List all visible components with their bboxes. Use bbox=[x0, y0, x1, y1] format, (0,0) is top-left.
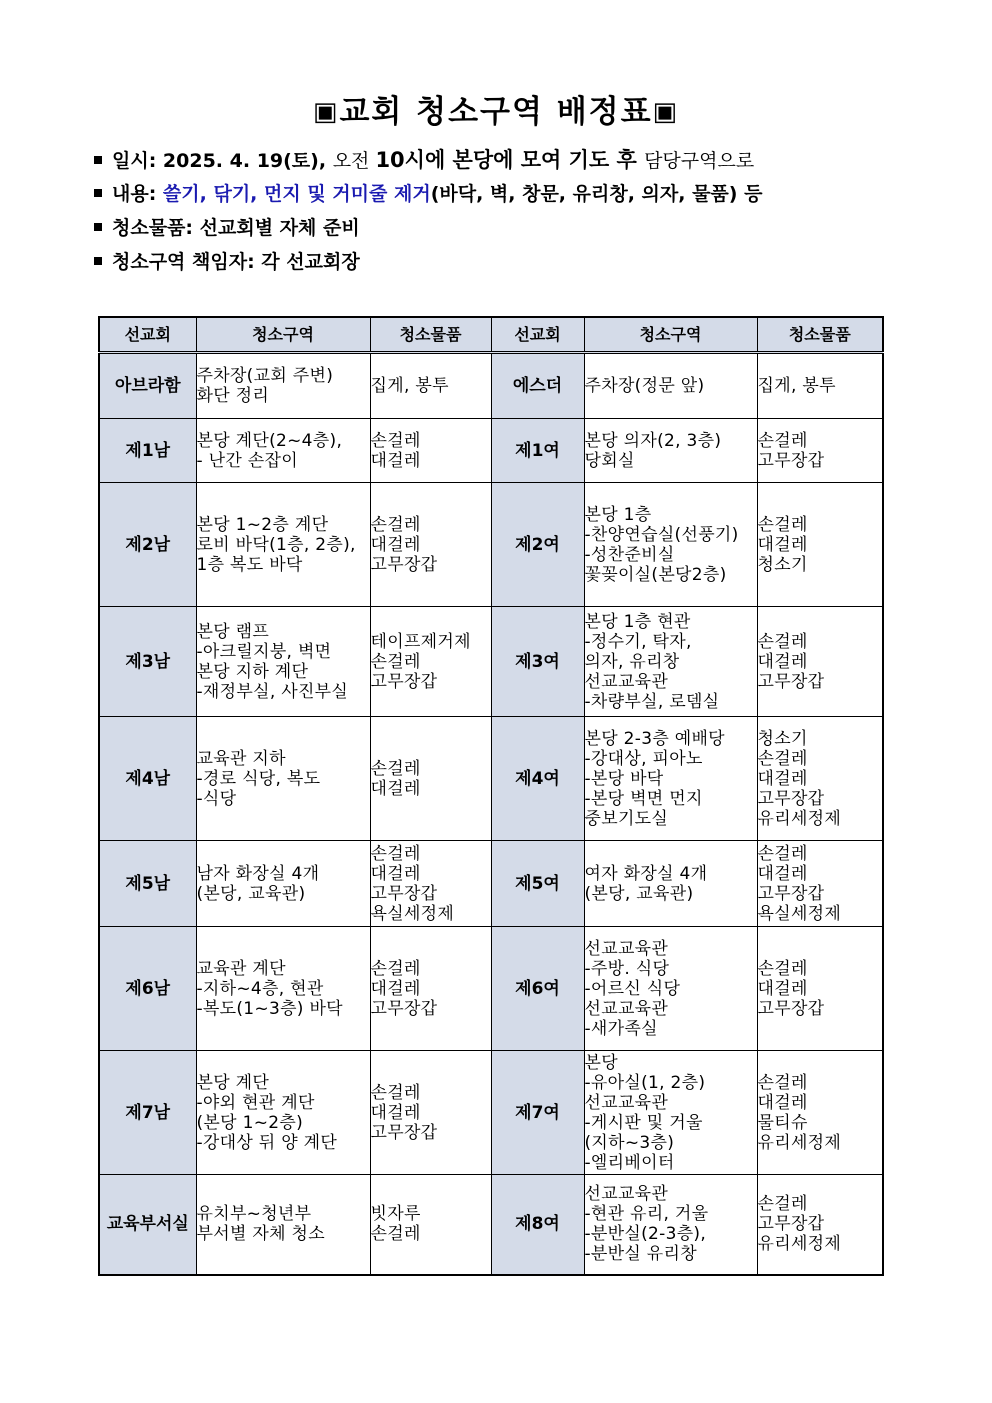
table-row bbox=[99, 419, 883, 483]
supplies-cell: 손걸레 대걸레 고무장갑 bbox=[370, 483, 491, 607]
page-title bbox=[0, 86, 992, 131]
bullet-square-icon bbox=[94, 189, 102, 197]
table-row bbox=[99, 717, 883, 841]
area-cell: 본당 계단(2~4층), - 난간 손잡이 bbox=[196, 419, 370, 483]
group-cell: 아브라함 bbox=[99, 353, 196, 419]
group-cell: 제1남 bbox=[99, 419, 196, 483]
bullet-square-icon bbox=[94, 223, 102, 231]
supplies-cell: 손걸레 대걸레 물티슈 유리세정제 bbox=[757, 1051, 883, 1175]
area-cell: 본당 -유아실(1, 2층) 선교교육관 -게시판 및 거울 (지하~3층) -엘리베이터 bbox=[584, 1051, 757, 1175]
header-group: 선교회 bbox=[491, 317, 584, 353]
table-row bbox=[99, 1175, 883, 1275]
table-row bbox=[99, 607, 883, 717]
area-cell: 본당 2-3층 예배당 -강대상, 피아노 -본당 바닥 -본당 벽면 먼지 중보기도실 bbox=[584, 717, 757, 841]
info-manager: 청소구역 책임자: 각 선교회장 bbox=[92, 245, 952, 279]
area-cell: 남자 화장실 4개 (본당, 교육관) bbox=[196, 841, 370, 927]
header-supplies: 청소물품 bbox=[370, 317, 491, 353]
supplies-cell: 테이프제거제 손걸레 고무장갑 bbox=[370, 607, 491, 717]
supplies-cell: 손걸레 고무장갑 유리세정제 bbox=[757, 1175, 883, 1275]
group-cell: 제8여 bbox=[491, 1175, 584, 1275]
group-cell: 제3남 bbox=[99, 607, 196, 717]
header-group: 선교회 bbox=[99, 317, 196, 353]
info-supplies: 청소물품: 선교회별 자체 준비 bbox=[92, 211, 952, 245]
area-cell: 본당 계단 -야외 현관 계단 (본당 1~2층) -강대상 뒤 양 계단 bbox=[196, 1051, 370, 1175]
group-cell: 제6남 bbox=[99, 927, 196, 1051]
area-cell: 본당 1층 현관 -정수기, 탁자, 의자, 유리창 선교교육관 -차량부실, 로뎀실 bbox=[584, 607, 757, 717]
supplies-cell: 손걸레 대걸레 bbox=[370, 717, 491, 841]
title-symbol-left: ▣ bbox=[312, 97, 340, 127]
header-area: 청소구역 bbox=[584, 317, 757, 353]
group-cell: 제2여 bbox=[491, 483, 584, 607]
info-date: 일시: 2025. 4. 19(토), 오전 10시에 본당에 모여 기도 후 담당구역으로 bbox=[92, 143, 952, 177]
supplies-cell: 집게, 봉투 bbox=[370, 353, 491, 419]
area-cell: 유치부~청년부 부서별 자체 청소 bbox=[196, 1175, 370, 1275]
table-row bbox=[99, 1051, 883, 1175]
bullet-square-icon bbox=[94, 257, 102, 265]
table-row bbox=[99, 483, 883, 607]
supplies-cell: 집게, 봉투 bbox=[757, 353, 883, 419]
header-area: 청소구역 bbox=[196, 317, 370, 353]
group-cell: 제4남 bbox=[99, 717, 196, 841]
group-cell: 에스더 bbox=[491, 353, 584, 419]
area-cell: 본당 1층 -찬양연습실(선풍기) -성찬준비실 꽃꽂이실(본당2층) bbox=[584, 483, 757, 607]
supplies-cell: 손걸레 대걸레 고무장갑 욕실세정제 bbox=[370, 841, 491, 927]
area-cell: 여자 화장실 4개 (본당, 교육관) bbox=[584, 841, 757, 927]
group-cell: 제7여 bbox=[491, 1051, 584, 1175]
group-cell: 제7남 bbox=[99, 1051, 196, 1175]
supplies-cell: 손걸레 대걸레 고무장갑 bbox=[370, 1051, 491, 1175]
title-symbol-right: ▣ bbox=[652, 97, 680, 127]
table-row bbox=[99, 353, 883, 419]
area-cell: 본당 1~2층 계단 로비 바닥(1층, 2층), 1층 복도 바닥 bbox=[196, 483, 370, 607]
supplies-cell: 손걸레 대걸레 청소기 bbox=[757, 483, 883, 607]
supplies-cell: 손걸레 대걸레 고무장갑 bbox=[757, 607, 883, 717]
supplies-cell: 손걸레 대걸레 고무장갑 욕실세정제 bbox=[757, 841, 883, 927]
area-cell: 본당 램프 -아크릴지붕, 벽면 본당 지하 계단 -재정부실, 사진부실 bbox=[196, 607, 370, 717]
table-row bbox=[99, 927, 883, 1051]
table-row bbox=[99, 841, 883, 927]
group-cell: 제2남 bbox=[99, 483, 196, 607]
supplies-cell: 손걸레 대걸레 bbox=[370, 419, 491, 483]
group-cell: 교육부서실 bbox=[99, 1175, 196, 1275]
area-cell: 본당 의자(2, 3층) 당회실 bbox=[584, 419, 757, 483]
group-cell: 제6여 bbox=[491, 927, 584, 1051]
area-cell: 주차장(정문 앞) bbox=[584, 353, 757, 419]
area-cell: 선교교육관 -주방. 식당 -어르신 식당 선교교육관 -새가족실 bbox=[584, 927, 757, 1051]
group-cell: 제4여 bbox=[491, 717, 584, 841]
area-cell: 선교교육관 -현관 유리, 거울 -분반실(2-3층), -분반실 유리창 bbox=[584, 1175, 757, 1275]
group-cell: 제3여 bbox=[491, 607, 584, 717]
group-cell: 제5여 bbox=[491, 841, 584, 927]
area-cell: 교육관 계단 -지하~4층, 현관 -복도(1~3층) 바닥 bbox=[196, 927, 370, 1051]
area-cell: 주차장(교회 주변) 화단 정리 bbox=[196, 353, 370, 419]
header-supplies: 청소물품 bbox=[757, 317, 883, 353]
group-cell: 제5남 bbox=[99, 841, 196, 927]
title-text: 교회 청소구역 배정표 bbox=[339, 94, 653, 130]
table-header-row bbox=[99, 317, 883, 353]
supplies-cell: 손걸레 대걸레 고무장갑 bbox=[757, 927, 883, 1051]
cleaning-assignment-table bbox=[98, 316, 884, 1276]
bullet-square-icon bbox=[94, 156, 102, 164]
group-cell: 제1여 bbox=[491, 419, 584, 483]
area-cell: 교육관 지하 -경로 식당, 복도 -식당 bbox=[196, 717, 370, 841]
supplies-cell: 빗자루 손걸레 bbox=[370, 1175, 491, 1275]
supplies-cell: 손걸레 대걸레 고무장갑 bbox=[370, 927, 491, 1051]
info-list bbox=[92, 143, 952, 279]
info-content: 내용: 쓸기, 닦기, 먼지 및 거미줄 제거(바닥, 벽, 창문, 유리창, 의자, 물품) 등 bbox=[92, 177, 952, 211]
supplies-cell: 손걸레 고무장갑 bbox=[757, 419, 883, 483]
supplies-cell: 청소기 손걸레 대걸레 고무장갑 유리세정제 bbox=[757, 717, 883, 841]
